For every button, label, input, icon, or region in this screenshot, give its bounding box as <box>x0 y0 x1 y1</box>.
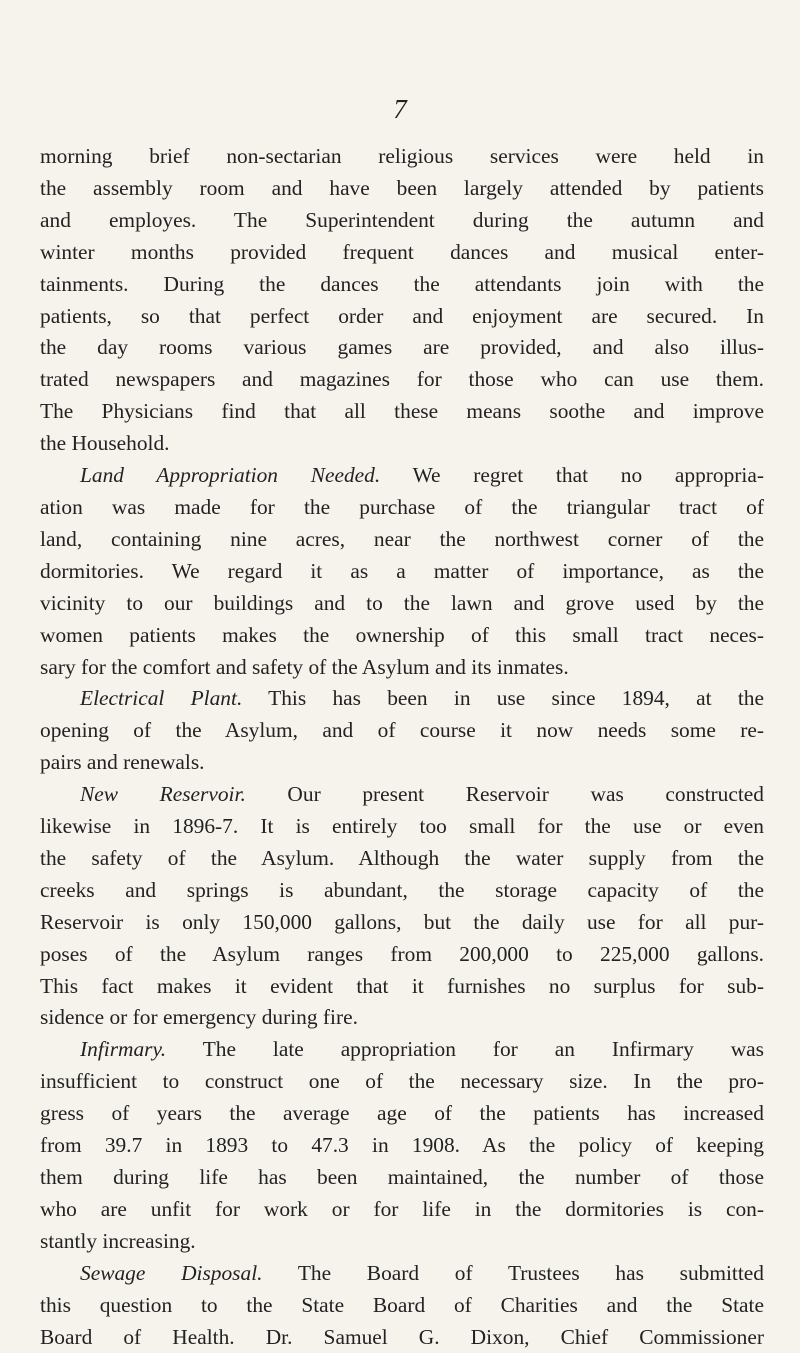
line-text: the assembly room and have been largely attended by patients <box>40 175 764 200</box>
line-text: sary for the comfort and safety of the Asylum and its inmates. <box>40 654 569 679</box>
section-heading: New Reservoir. <box>80 782 246 807</box>
text-line <box>40 747 764 779</box>
line-text: This has been in use since 1894, at the <box>242 686 764 711</box>
line-text: tainments. During the dances the attendants join with the <box>40 271 764 296</box>
text-line <box>40 652 764 684</box>
text-line <box>40 811 764 843</box>
line-text: sidence or for emergency during fire. <box>40 1005 358 1030</box>
section-heading: Sewage Disposal. <box>80 1260 263 1285</box>
text-line <box>40 492 764 524</box>
line-text: who are unfit for work or for life in the dormitories is con- <box>40 1196 764 1221</box>
line-text: The Physicians find that all these means soothe and improve <box>40 399 764 424</box>
line-text: dormitories. We regard it as a matter of importance, as the <box>40 558 764 583</box>
line-text: poses of the Asylum ranges from 200,000 to 225,000 gallons. <box>40 941 764 966</box>
line-text: likewise in 1896-7. It is entirely too small for the use or even <box>40 814 764 839</box>
line-text: the safety of the Asylum. Although the water supply from the <box>40 845 764 870</box>
text-line <box>40 1258 764 1290</box>
text-line <box>40 1226 764 1258</box>
line-text: land, containing nine acres, near the northwest corner of the <box>40 526 764 551</box>
text-line <box>40 428 764 460</box>
body-text <box>40 141 764 1353</box>
line-text: morning brief non-sectarian religious services were held in <box>40 144 764 168</box>
line-text: and employes. The Superintendent during the autumn and <box>40 207 764 232</box>
text-line <box>40 1130 764 1162</box>
text-line <box>40 556 764 588</box>
text-line <box>40 396 764 428</box>
text-line <box>40 779 764 811</box>
line-text: opening of the Asylum, and of course it now needs some re- <box>40 718 764 743</box>
line-text: creeks and springs is abundant, the storage capacity of the <box>40 877 764 902</box>
text-line <box>40 1034 764 1066</box>
text-line <box>40 237 764 269</box>
line-text: vicinity to our buildings and to the lawn and grove used by the <box>40 590 764 615</box>
line-text: women patients makes the ownership of this small tract neces- <box>40 622 764 647</box>
line-text: Our present Reservoir was constructed <box>245 782 764 807</box>
text-line <box>40 907 764 939</box>
text-line <box>40 875 764 907</box>
line-text: The Board of Trustees has submitted <box>262 1260 764 1285</box>
section-heading: Electrical Plant. <box>80 686 243 711</box>
text-line <box>40 715 764 747</box>
line-text: patients, so that perfect order and enjoyment are secured. In <box>40 303 764 328</box>
text-line <box>40 971 764 1003</box>
text-line <box>40 1066 764 1098</box>
text-line <box>40 1194 764 1226</box>
text-line <box>40 939 764 971</box>
line-text: winter months provided frequent dances and musical enter- <box>40 239 764 264</box>
text-line <box>40 1322 764 1353</box>
line-text: them during life has been maintained, the number of those <box>40 1165 764 1189</box>
text-line <box>40 301 764 333</box>
text-line <box>40 332 764 364</box>
text-line <box>40 524 764 556</box>
text-line <box>40 205 764 237</box>
line-text: the Household. <box>40 431 170 456</box>
line-text: pairs and renewals. <box>40 750 205 775</box>
line-text: The late appropriation for an Infirmary was <box>166 1037 764 1062</box>
section-heading: Land Appropriation Needed. <box>80 463 381 488</box>
line-text: ation was made for the purchase of the triangular tract of <box>40 494 764 519</box>
line-text: This fact makes it evident that it furnishes no surplus for sub- <box>40 973 764 998</box>
line-text: this question to the State Board of Charities and the State <box>40 1292 764 1317</box>
text-line <box>40 1162 764 1194</box>
text-line <box>40 1002 764 1034</box>
section-heading: Infirmary. <box>80 1037 167 1062</box>
line-text: insufficient to construct one of the necessary size. In the pro- <box>40 1069 764 1094</box>
text-line <box>40 1290 764 1322</box>
text-line <box>40 141 764 173</box>
text-line <box>40 620 764 652</box>
line-text: the day rooms various games are provided, and also illus- <box>40 335 764 360</box>
line-text: Reservoir is only 150,000 gallons, but the daily use for all pur- <box>40 909 764 934</box>
text-line <box>40 173 764 205</box>
line-text: from 39.7 in 1893 to 47.3 in 1908. As the policy of keeping <box>40 1133 764 1158</box>
text-line <box>40 269 764 301</box>
text-line <box>40 683 764 715</box>
text-line <box>40 1098 764 1130</box>
text-line <box>40 588 764 620</box>
line-text: Board of Health. Dr. Samuel G. Dixon, Chief Commissioner <box>40 1324 764 1349</box>
text-line <box>40 843 764 875</box>
line-text: We regret that no appropria- <box>380 463 764 488</box>
page-number: 7 <box>393 94 407 124</box>
line-text: gress of years the average age of the patients has increased <box>40 1101 764 1126</box>
text-line <box>40 364 764 396</box>
line-text: stantly increasing. <box>40 1228 196 1253</box>
text-line <box>40 460 764 492</box>
line-text: trated newspapers and magazines for those who can use them. <box>40 367 764 392</box>
